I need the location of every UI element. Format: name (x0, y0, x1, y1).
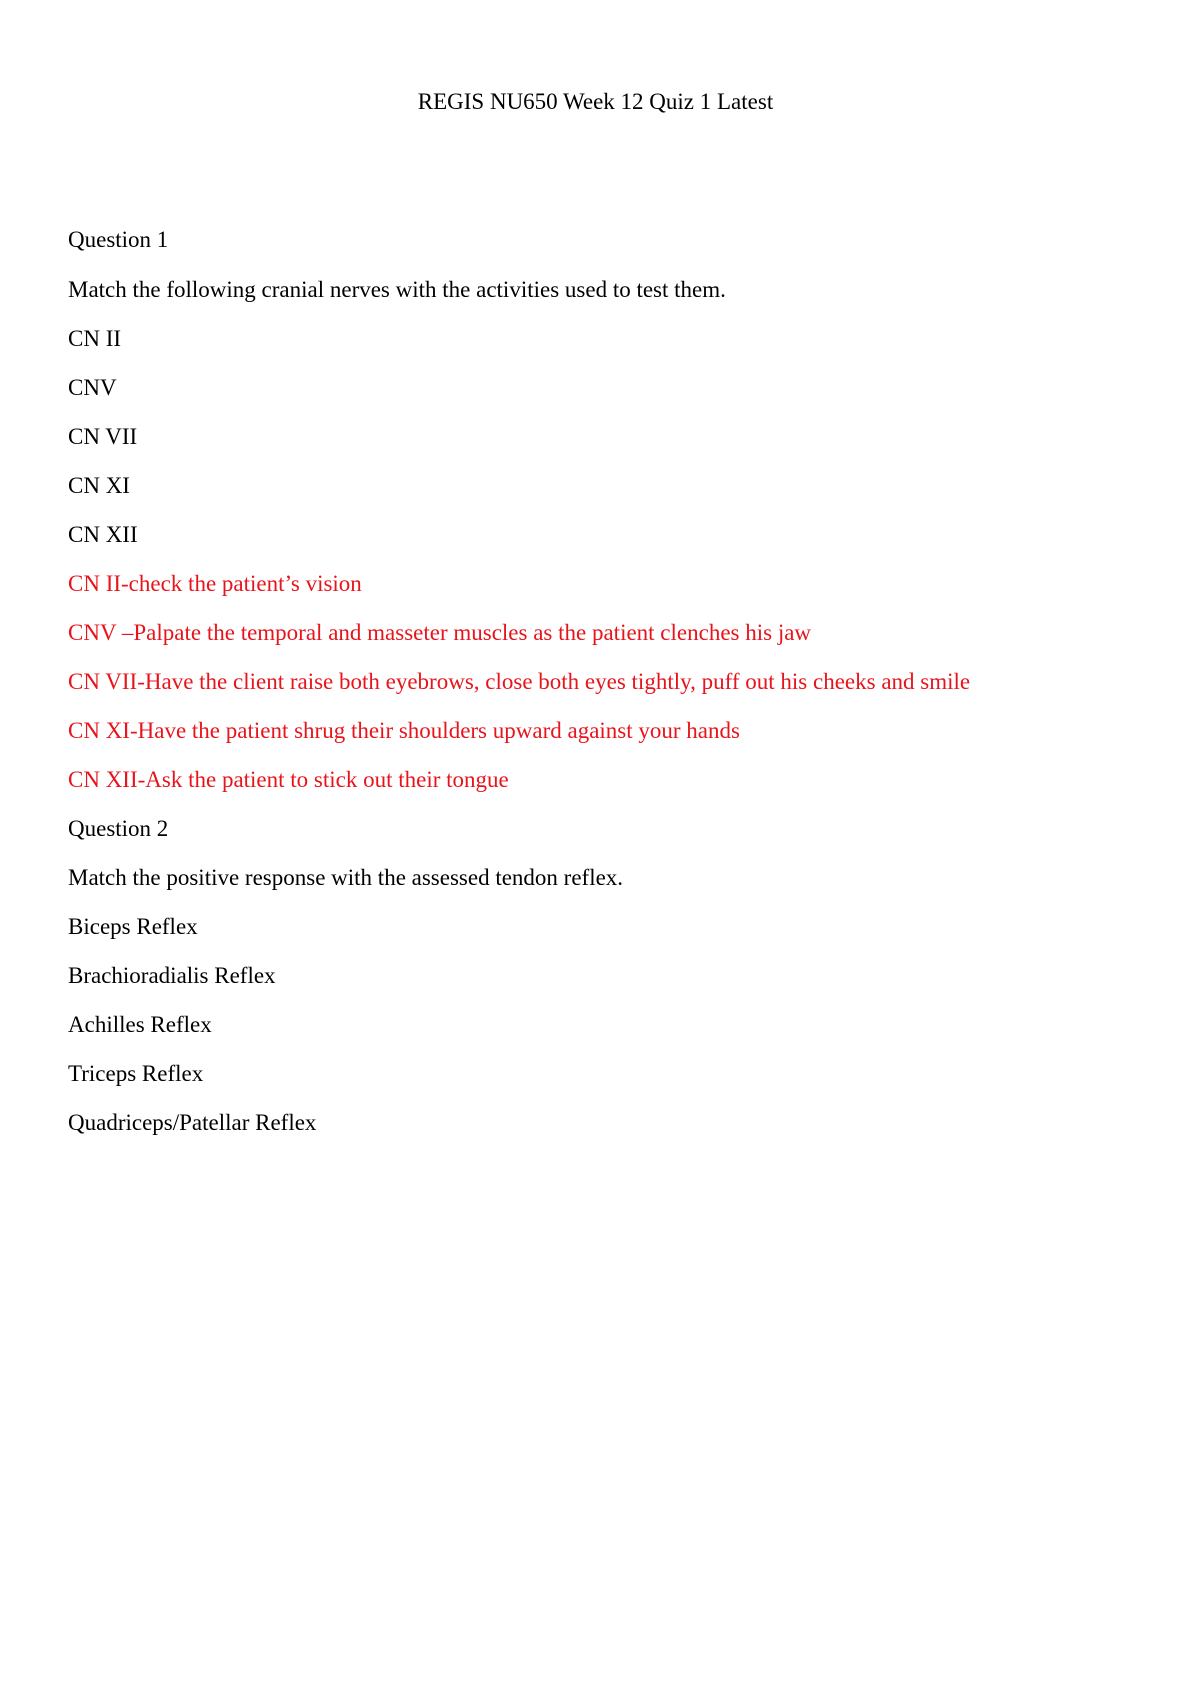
q2-item-quadriceps-patellar: Quadriceps/Patellar Reflex (68, 1110, 317, 1135)
q1-answer-cn-xi: CN XI-Have the patient shrug their shoulders upward against your hands (68, 718, 740, 743)
q1-answer-cn-xii: CN XII-Ask the patient to stick out their tongue (68, 767, 509, 792)
document-title: REGIS NU650 Week 12 Quiz 1 Latest (417, 89, 774, 114)
question-1-prompt: Match the following cranial nerves with the activities used to test them. (68, 277, 726, 302)
q1-item-cn-xii: CN XII (68, 522, 138, 547)
q1-item-cnv: CNV (68, 375, 117, 400)
question-1-heading: Question 1 (68, 227, 169, 252)
q1-answer-cn-ii: CN II-check the patient’s vision (68, 571, 362, 596)
q1-answer-cn-vii: CN VII-Have the client raise both eyebrows, close both eyes tightly, puff out his cheeks and smile (68, 669, 971, 694)
q1-item-cn-vii: CN VII (68, 424, 138, 449)
question-2-heading: Question 2 (68, 816, 169, 841)
question-2-prompt: Match the positive response with the assessed tendon reflex. (68, 865, 624, 890)
q1-item-cn-ii: CN II (68, 326, 122, 351)
q2-item-achilles: Achilles Reflex (68, 1012, 212, 1037)
q1-answer-cnv: CNV –Palpate the temporal and masseter muscles as the patient clenches his jaw (68, 620, 812, 645)
q1-item-cn-xi: CN XI (68, 473, 130, 498)
q2-item-biceps: Biceps Reflex (68, 914, 198, 939)
q2-item-triceps: Triceps Reflex (68, 1061, 204, 1086)
q2-item-brachioradialis: Brachioradialis Reflex (68, 963, 276, 988)
